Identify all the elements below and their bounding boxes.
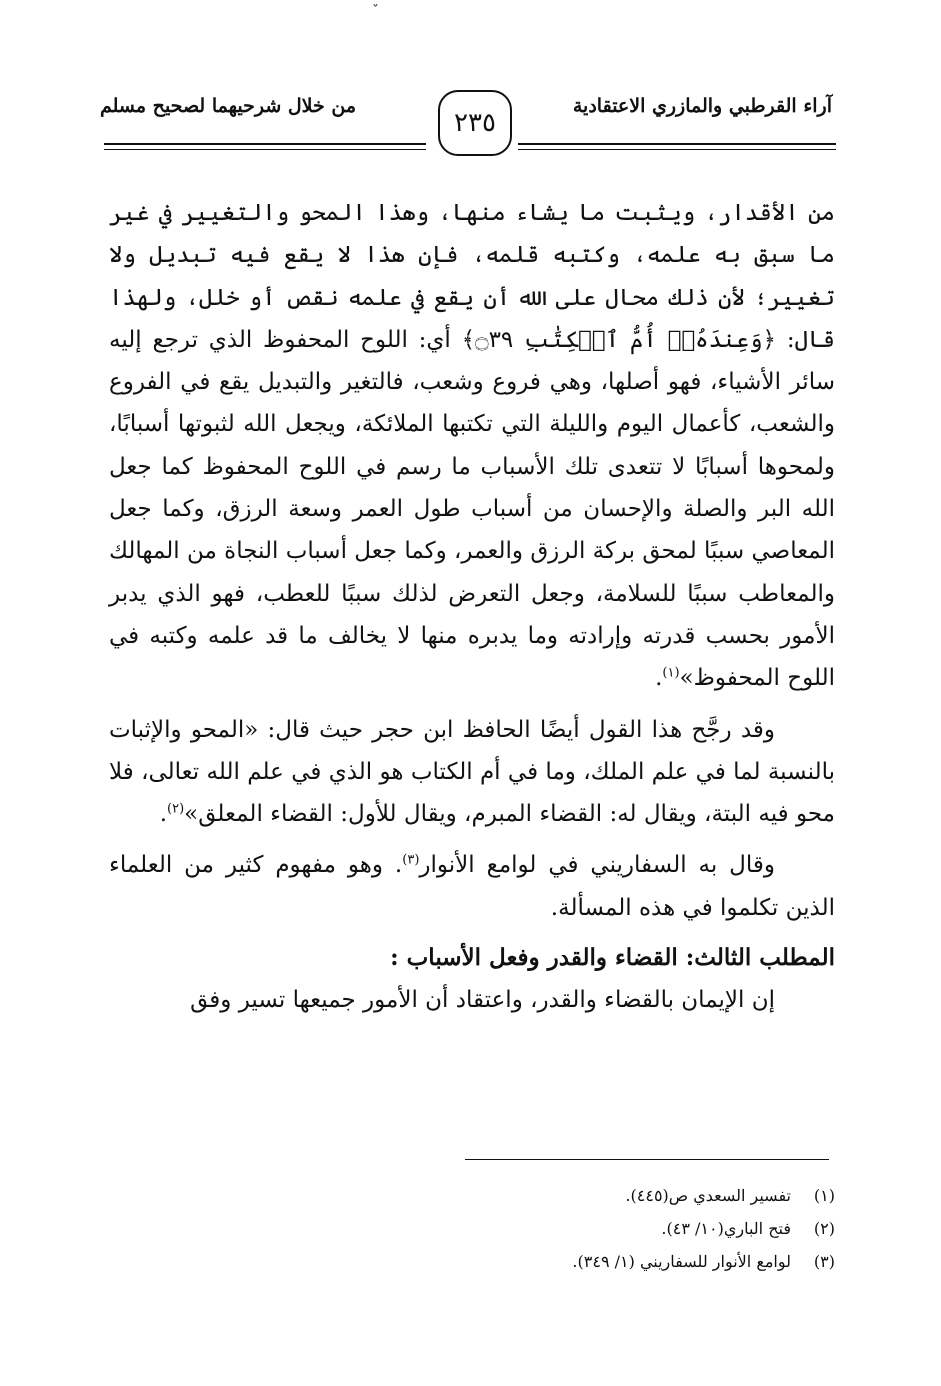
page-number: ٢٣٥ xyxy=(438,90,512,156)
footnote-number: (٣) xyxy=(813,1252,835,1271)
paragraph-1-text: من الأقدار، ويثبت ما يشاء منها، وهذا المحو والتغيير في غير ما سبق به علمه، وكتبه قلمه، فإن هذا لا يقع فيه تبديل ولا تغيير؛ لأن ذلك محال على الله أن يقع في علمه نقص أو خلل، ولهذا قال: ﴿وَعِندَهُۥٓ أُمُّ ٱلۡكِتَٰبِ ۝٣٩﴾ أي: اللوح المحفوظ الذي ترجع إليه سائر الأشياء، فهو أصلها، وهي فروع وشعب، فالتغير والتبديل يقع في الفروع والشعب، كأعمال اليوم والليلة التي تكتبها الملائكة، ويجعل الله لثبوتها أسبابًا، ولمحوها أسبابًا لا تتعدى تلك الأسباب ما رسم في اللوح المحفوظ كما جعل الله البر والصلة والإحسان من أسباب طول العمر وسعة الرزق، وكما جعل المعاصي سببًا لمحق بركة الرزق والعمر، وكما جعل أسباب النجاة من المهالك والمعاطب سببًا للسلامة، وجعل التعرض لذلك سببًا للعطب، فهو الذي يدبر الأمور بحسب قدرته وإرادته وما يدبره منها لا يخالف ما قد علمه وكتبه في اللوح المحفوظ» xyxy=(109,200,836,692)
footnote-ref-2: (٢) xyxy=(167,801,185,817)
header-rule-right-1 xyxy=(518,143,836,145)
footnote-text: تفسير السعدي ص(٤٤٥). xyxy=(625,1186,791,1205)
footnote-ref-3: (٣) xyxy=(402,852,420,868)
footnote-2 xyxy=(335,1212,835,1245)
header-rule-left-2 xyxy=(104,149,426,150)
footnote-number: (٢) xyxy=(813,1219,835,1238)
footnote-ref-1: (١) xyxy=(662,665,680,681)
top-mark: ˇ xyxy=(372,3,379,19)
header-rule-right-2 xyxy=(518,149,836,150)
footnote-text: فتح الباري(١٠/ ٤٣). xyxy=(661,1219,791,1238)
paragraph-2 xyxy=(109,709,835,836)
footnote-3 xyxy=(335,1245,835,1278)
footnotes xyxy=(335,1179,835,1278)
paragraph-2-end: . xyxy=(159,801,168,828)
footnote-text: لوامع الأنوار للسفاريني (١/ ٣٤٩). xyxy=(572,1252,791,1271)
paragraph-2-text: وقد رجَّح هذا القول أيضًا الحافظ ابن حجر حيث قال: «المحو والإثبات بالنسبة لما في علم الملك، وما في أم الكتاب هو الذي في علم الله تعالى، فلا محو فيه البتة، ويقال له: القضاء المبرم، ويقال للأول: القضاء المعلق» xyxy=(109,716,835,828)
section-heading: المطلب الثالث: القضاء والقدر وفعل الأسباب : xyxy=(390,944,835,972)
header-book-title: آراء القرطبي والمازري الاعتقادية xyxy=(572,95,832,117)
running-header xyxy=(96,88,836,198)
header-subtitle: من خلال شرحيهما لصحيح مسلم xyxy=(100,95,356,117)
paragraph-1 xyxy=(109,192,835,700)
paragraph-3-text-a: وقال به السفاريني في لوامع الأنوار xyxy=(419,852,775,879)
footnote-1 xyxy=(335,1179,835,1212)
footnote-number: (١) xyxy=(813,1186,835,1205)
paragraph-4: إن الإيمان بالقضاء والقدر، واعتقاد أن الأمور جميعها تسير وفق xyxy=(190,987,775,1014)
footnote-separator xyxy=(465,1159,829,1160)
paragraph-3 xyxy=(109,844,835,929)
paragraph-3-text-b: . وهو مفهوم كثير من العلماء الذين تكلموا في هذه المسألة. xyxy=(109,852,835,921)
main-text xyxy=(109,192,835,1022)
paragraph-1-end: . xyxy=(655,665,663,692)
header-rule-left-1 xyxy=(104,143,426,145)
